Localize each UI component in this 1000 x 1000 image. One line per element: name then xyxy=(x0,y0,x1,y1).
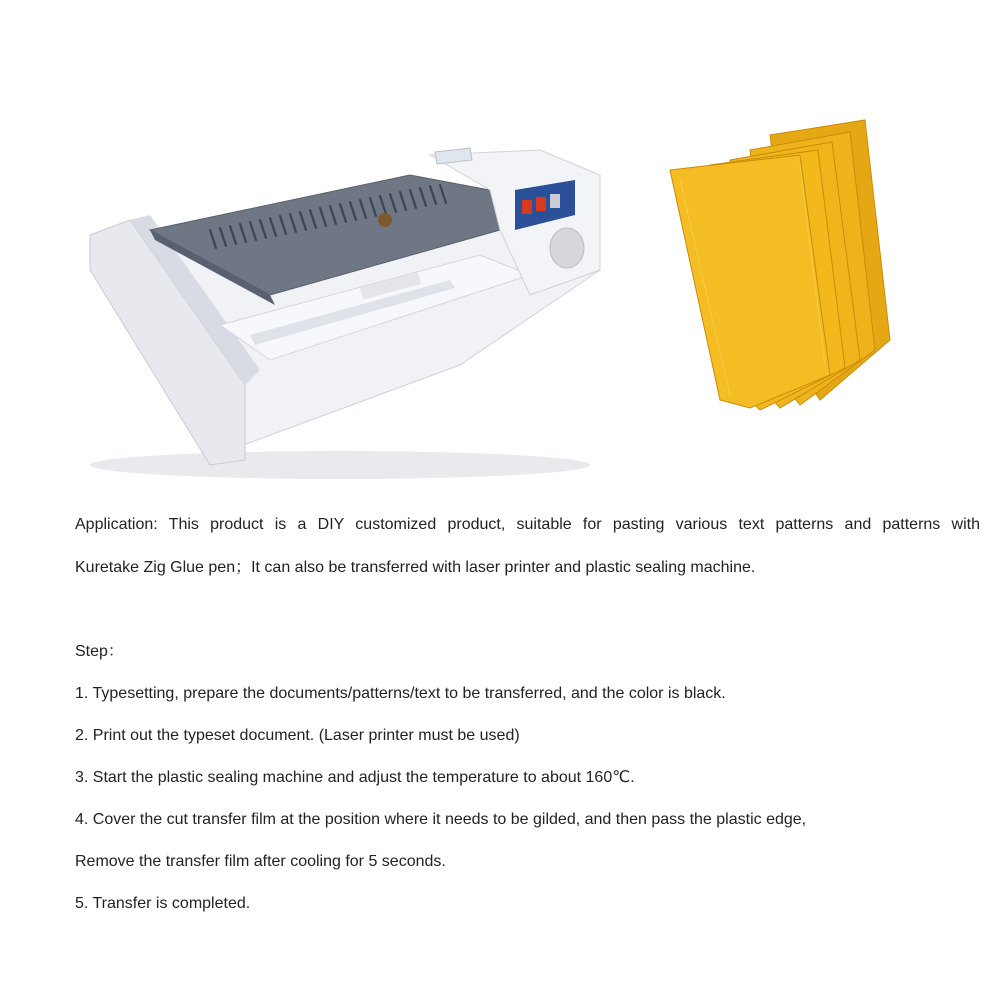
step-item-4-continued: Remove the transfer film after cooling for 5 seconds. xyxy=(75,853,446,870)
step-item-5: 5. Transfer is completed. xyxy=(75,895,251,912)
application-line-2: Kuretake Zig Glue pen；It can also be transferred with laser printer and plastic sealing machine. xyxy=(75,559,756,576)
application-line-1: Application: This product is a DIY customized product, suitable for pasting various text patterns and patterns with xyxy=(75,516,980,533)
step-item-1: 1. Typesetting, prepare the documents/patterns/text to be transferred, and the color is black. xyxy=(75,685,726,702)
steps-heading: Step： xyxy=(75,643,124,660)
step-item-2: 2. Print out the typeset document. (Laser printer must be used) xyxy=(75,727,520,744)
transfer-film-image xyxy=(660,110,920,410)
step-item-4: 4. Cover the cut transfer film at the position where it needs to be gilded, and then pass the plastic edge, xyxy=(75,811,807,828)
laminator-image xyxy=(70,40,630,490)
step-item-3: 3. Start the plastic sealing machine and adjust the temperature to about 160℃. xyxy=(75,769,635,786)
